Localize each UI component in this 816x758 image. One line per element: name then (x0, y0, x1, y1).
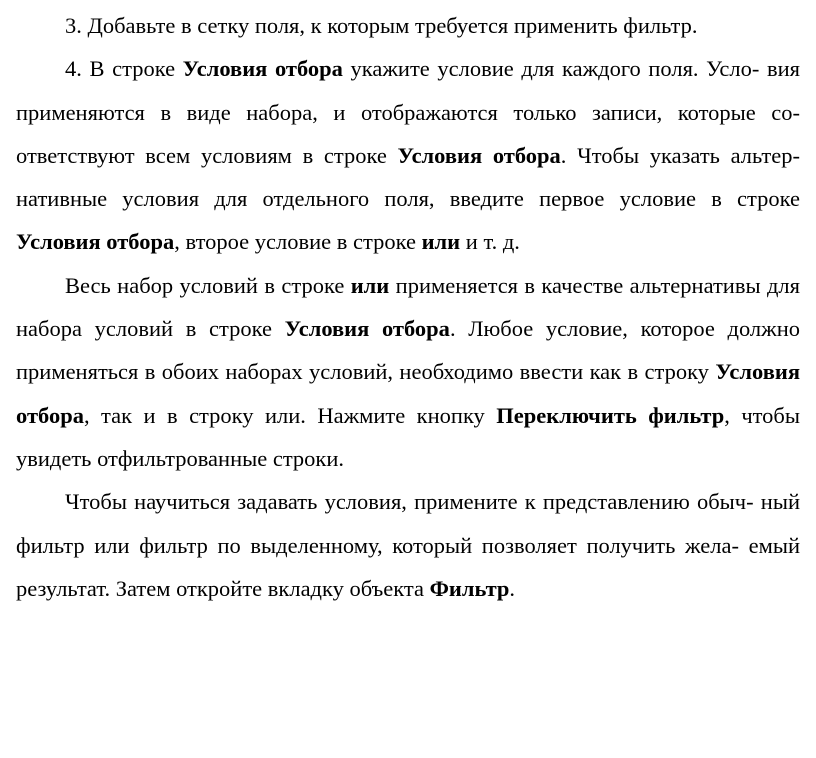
text-run: применяется в качестве альтернативы для набора условий в строке (16, 272, 800, 342)
text-run: Чтобы научиться задавать условия, примените к представлению обыч- ный фильтр или фильтр по выделенному, который позволяет получить жела- емый результат. Затем откройте вкладку объекта (16, 489, 800, 601)
text-run: . Чтобы указать альтер- нативные условия для отдельного поля, введите первое условие в строке (16, 142, 800, 212)
bold-term: Условия отбора (397, 142, 561, 168)
text-run: и т. д. (460, 229, 520, 255)
bold-term: или (421, 229, 461, 255)
text-run: , так и в строку или. Нажмите кнопку (83, 402, 497, 428)
text-run: 3. Добавьте в сетку поля, к которым требуется применить фильтр. (65, 13, 698, 38)
paragraph-filter-tab (16, 480, 800, 610)
text-run: . Любое условие, которое должно применяться в обоих наборах условий, необходимо ввести как в строку (16, 316, 800, 385)
paragraph-step-3 (16, 4, 800, 47)
bold-term: Условия отбора (284, 316, 450, 342)
bold-term: или (350, 272, 390, 298)
text-run: , чтобы увидеть отфильтрованные строки. (16, 402, 800, 471)
bold-term: Фильтр (429, 575, 510, 601)
text-run: . (509, 575, 516, 601)
paragraph-or-row (16, 264, 800, 480)
text-run: укажите условие для каждого поля. Усло- вия применяются в виде набора, и отображаются только записи, которые со- ответствуют всем условиям в строке (16, 56, 800, 168)
bold-term: Условия отбора (182, 56, 343, 82)
bold-term: Условия отбора (16, 229, 175, 255)
text-run: 4. В строке (65, 56, 183, 82)
bold-term: Переключить фильтр (496, 402, 725, 428)
paragraph-step-4 (16, 47, 800, 263)
text-run: , второе условие в строке (174, 229, 422, 255)
text-run: Весь набор условий в строке (65, 272, 351, 298)
bold-term: Условия отбора (16, 359, 800, 428)
